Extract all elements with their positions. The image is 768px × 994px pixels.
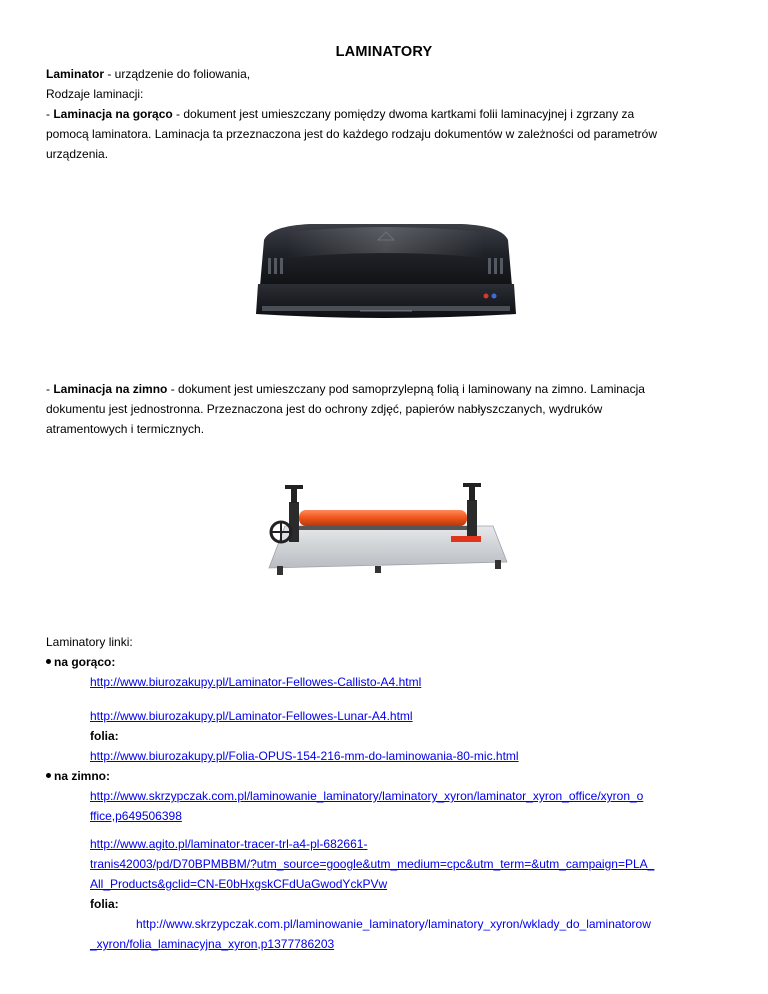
cold-folia-link-lines [90, 914, 730, 954]
hot-line-3: urządzenia. [46, 147, 109, 161]
cold-link-tracer-part-3: All_Products&gclid=CN-E0bHxgskCFdUaGwodYckPVw [90, 877, 388, 891]
cold-links-label: na zimno: [54, 769, 110, 783]
bullet-icon [46, 659, 51, 664]
hot-line-1: - dokument jest umieszczany pomiędzy dwoma kartkami folii laminacyjnej i zgrzany za [172, 107, 635, 121]
hot-link-callisto[interactable]: http://www.biurozakupy.pl/Laminator-Fellowes-Callisto-A4.html [90, 675, 422, 689]
cold-line-3: atramentowych i termicznych. [46, 422, 205, 436]
cold-link-tracer[interactable] [90, 837, 654, 891]
links-heading: Laminatory linki: [46, 635, 133, 649]
page-title: LAMINATORY [335, 44, 433, 60]
hot-lamination-paragraph [46, 104, 726, 164]
laminator-definition: - urządzenie do foliowania, [104, 67, 251, 81]
hot-prefix: - [46, 107, 54, 121]
hot-link-1-line [90, 672, 730, 692]
cold-folia-label: folia: [90, 897, 119, 911]
hot-line-2: pomocą laminatora. Laminacja ta przeznaczona jest do każdego rodzaju dokumentów w zależności od parametrów [46, 127, 657, 141]
cold-folia-link-part-2: _xyron/folia_laminacyjna_xyron,p1377786203 [90, 937, 335, 951]
hot-folia-link[interactable]: http://www.biurozakupy.pl/Folia-OPUS-154-216-mm-do-laminowania-80-mic.html [90, 749, 519, 763]
cold-laminator-image [255, 482, 515, 582]
intro-definition [46, 64, 726, 84]
hot-links-bullet [46, 652, 115, 672]
hot-folia-link-line [90, 746, 730, 766]
hot-laminator-image [250, 218, 522, 328]
types-label: Rodzaje laminacji: [46, 87, 144, 101]
hot-link-lunar[interactable]: http://www.biurozakupy.pl/Laminator-Fellowes-Lunar-A4.html [90, 709, 413, 723]
cold-prefix: - [46, 382, 54, 396]
hot-links-label: na gorąco: [54, 655, 116, 669]
cold-line-1: - dokument jest umieszczany pod samoprzylepną folią i laminowany na zimno. Laminacja [167, 382, 645, 396]
bullet-icon [46, 773, 51, 778]
cold-link-tracer-part-2: tranis42003/pd/D70BPMBBM/?utm_source=google&utm_medium=cpc&utm_term=&utm_campaign=PLA_ [90, 857, 655, 871]
hot-link-2-line [90, 706, 730, 726]
cold-link-tracer-part-1: http://www.agito.pl/laminator-tracer-trl-a4-pl-682661- [90, 837, 368, 851]
cold-link-1-lines [90, 786, 730, 826]
cold-lamination-paragraph [46, 379, 726, 439]
cold-line-2: dokumentu jest jednostronna. Przeznaczona jest do ochrony zdjęć, papierów nabłyszczanych, wydruków [46, 402, 603, 416]
cold-link-xyron-office-part-2: ffice,p649506398 [90, 809, 182, 823]
cold-lamination-term: Laminacja na zimno [53, 382, 168, 396]
hot-folia-label: folia: [90, 729, 119, 743]
cold-link-2-lines [90, 834, 730, 894]
cold-folia-link-part-1: http://www.skrzypczak.com.pl/laminowanie_laminatory/laminatory_xyron/wklady_do_laminatorow [136, 917, 651, 931]
cold-folia-link[interactable] [90, 917, 651, 951]
cold-link-xyron-office[interactable] [90, 789, 643, 823]
laminator-term: Laminator [46, 67, 105, 81]
cold-link-xyron-office-part-1: http://www.skrzypczak.com.pl/laminowanie_laminatory/laminatory_xyron/laminator_xyron_office/xyron_o [90, 789, 644, 803]
cold-links-bullet [46, 766, 110, 786]
hot-lamination-term: Laminacja na gorąco [53, 107, 173, 121]
